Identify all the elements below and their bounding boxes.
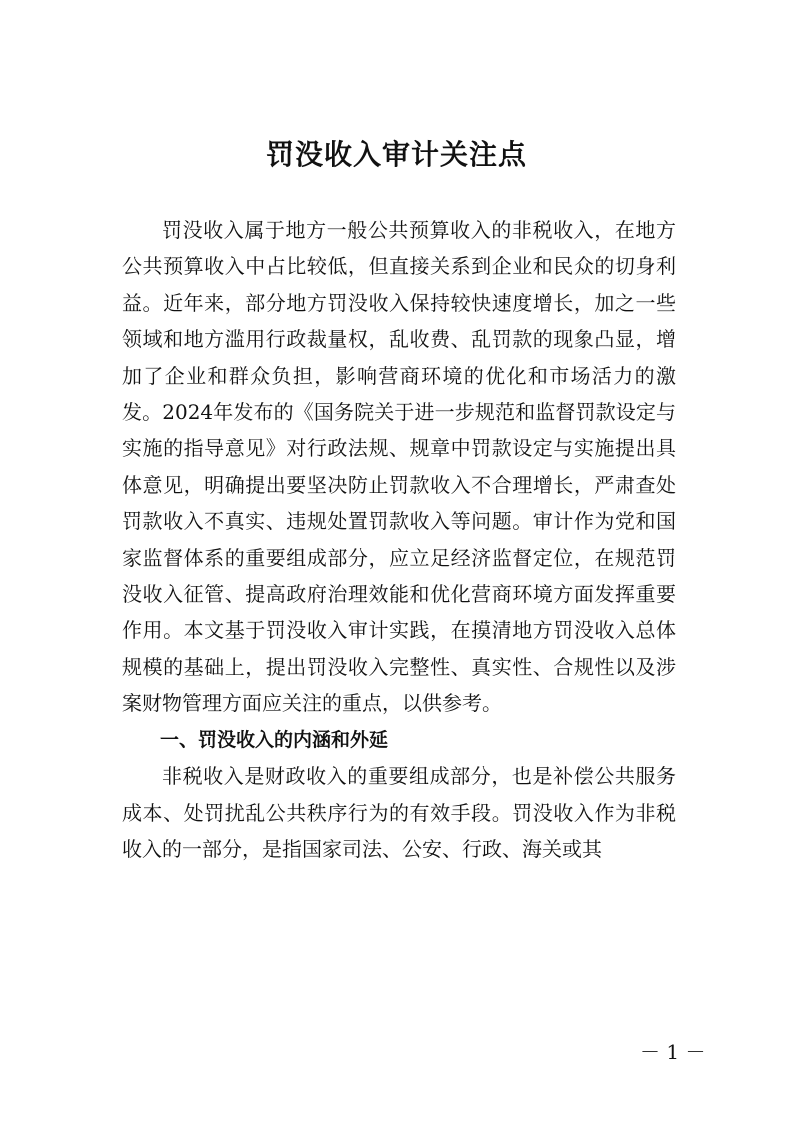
section-heading: 一、罚没收入的内涵和外延 bbox=[160, 728, 389, 751]
section-paragraph: 非税收入是财政收入的重要组成部分，也是补偿公共服务成本、处罚扰乱公共秩序行为的有效手段。罚没收入作为非税收入的一部分，是指国家司法、公安、行政、海关或其 bbox=[122, 764, 676, 861]
document-body bbox=[122, 212, 676, 867]
page-number: － 1 － bbox=[640, 1040, 706, 1064]
document-title: 罚没收入审计关注点 bbox=[265, 137, 527, 171]
intro-paragraph: 罚没收入属于地方一般公共预算收入的非税收入，在地方公共预算收入中占比较低，但直接关系到企业和民众的切身利益。近年来，部分地方罚没收入保持较快速度增长，加之一些领域和地方滥用行政裁量权，乱收费、乱罚款的现象凸显，增加了企业和群众负担，影响营商环境的优化和市场活力的激发。2024年发布的《国务院关于进一步规范和监督罚款设定与实施的指导意见》对行政法规、规章中罚款设定与实施提出具体意见，明确提出要坚决防止罚款收入不合理增长，严肃查处罚款收入不真实、违规处置罚款收入等问题。审计作为党和国家监督体系的重要组成部分，应立足经济监督定位，在规范罚没收入征管、提高政府治理效能和优化营商环境方面发挥重要作用。本文基于罚没收入审计实践，在摸清地方罚没收入总体规模的基础上，提出罚没收入完整性、真实性、合规性以及涉案财物管理方面应关注的重点，以供参考。 bbox=[122, 218, 676, 716]
